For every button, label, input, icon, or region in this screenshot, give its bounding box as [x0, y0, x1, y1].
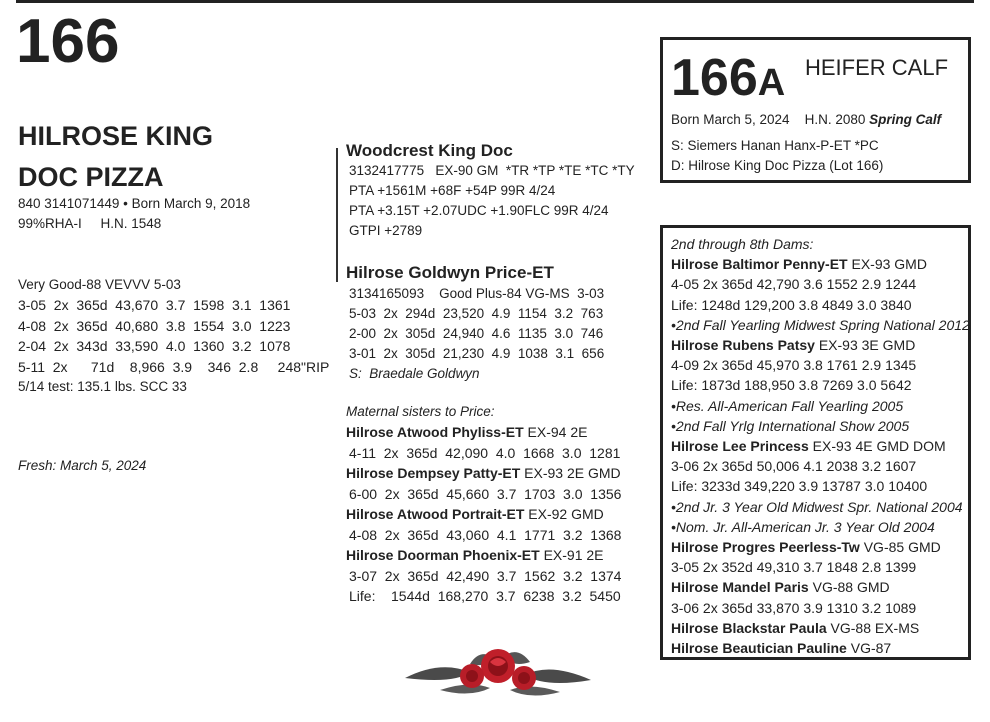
- offering-lot-number: 166: [671, 49, 758, 107]
- dams-list: [671, 234, 970, 658]
- sister-name-row: [346, 504, 621, 525]
- dam-sire: S: Braedale Goldwyn: [349, 366, 480, 381]
- sister-record: 3-07 2x 365d 42,490 3.7 1562 3.2 1374: [349, 567, 622, 584]
- dam-name-row: [671, 436, 970, 456]
- dam-award: •2nd Fall Yrlg International Show 2005: [671, 417, 910, 434]
- dam-name: Hilrose Mandel Paris: [671, 579, 809, 596]
- sister-class: EX-94 2E: [523, 424, 588, 440]
- offering-lot-suffix: A: [757, 62, 786, 104]
- sister-name: Hilrose Doorman Phoenix-ET: [346, 547, 540, 563]
- offering-born-text: Born March 5, 2024 H.N. 2080: [671, 112, 866, 127]
- dam-name-row: [671, 577, 970, 597]
- sire-details: [349, 161, 635, 241]
- record-row: 4-08 2x 365d 40,680 3.8 1554 3.0 1223: [18, 317, 291, 334]
- record-row: 5-11 2x 71d 8,966 3.9 346 2.8 248"RIP: [18, 358, 330, 375]
- dam-record: Life: 1873d 188,950 3.8 7269 3.0 5642: [671, 377, 912, 394]
- dam-line: 2-00 2x 305d 24,940 4.6 1135 3.0 746: [349, 326, 604, 341]
- classification: Very Good-88 VEVVV 5-03: [18, 277, 181, 292]
- sister-class: EX-92 GMD: [524, 506, 604, 522]
- offering-lot: [671, 51, 785, 110]
- sister-name-row: [346, 545, 621, 566]
- sister-name: Hilrose Atwood Phyliss-ET: [346, 424, 524, 440]
- sister-record: 4-11 2x 365d 42,090 4.0 1668 3.0 1281: [349, 444, 621, 461]
- animal-name-line1: HILROSE KING: [18, 121, 214, 151]
- offering-dam: D: Hilrose King Doc Pizza (Lot 166): [671, 158, 884, 173]
- offering-born: [671, 110, 941, 130]
- dam-name-row: [671, 254, 970, 274]
- offering-season: Spring Calf: [869, 112, 942, 127]
- sister-name-row: [346, 463, 621, 484]
- sisters-heading: Maternal sisters to Price:: [346, 404, 495, 419]
- roses-ornament: [400, 640, 596, 702]
- test-result: 5/14 test: 135.1 lbs. SCC 33: [18, 379, 187, 394]
- sire-name: Woodcrest King Doc: [346, 141, 513, 160]
- dam-name: Hilrose Beautician Pauline: [671, 640, 847, 657]
- sire-line: GTPI +2789: [349, 223, 423, 238]
- dam-class: VG-88 EX-MS: [826, 619, 920, 636]
- dam-name-row: [671, 618, 970, 638]
- dams-heading: 2nd through 8th Dams:: [671, 236, 814, 252]
- dam-class: VG-88 GMD: [808, 579, 890, 596]
- lot-number: 166: [16, 7, 120, 76]
- record-row: 2-04 2x 343d 33,590 4.0 1360 3.2 1078: [18, 338, 291, 354]
- sister-name: Hilrose Dempsey Patty-ET: [346, 465, 521, 481]
- sire-line: PTA +1561M +68F +54P 99R 4/24: [349, 183, 556, 198]
- dam-details: [349, 284, 604, 384]
- dam-class: EX-93 4E GMD DOM: [808, 438, 946, 455]
- offering-sire: S: Siemers Hanan Hanx-P-ET *PC: [671, 138, 879, 153]
- sister-record: 4-08 2x 365d 43,060 4.1 1771 3.2 1368: [349, 526, 622, 543]
- dam-class: VG-85 GMD: [859, 539, 941, 556]
- dam-record: 3-05 2x 352d 49,310 3.7 1848 2.8 1399: [671, 559, 917, 576]
- sire-line: 3132417775 EX-90 GM *TR *TP *TE *TC *TY: [349, 163, 635, 178]
- dam-record: 4-05 2x 365d 42,790 3.6 1552 2.9 1244: [671, 276, 917, 293]
- offering-box: [660, 37, 971, 183]
- record-row: 3-05 2x 365d 43,670 3.7 1598 3.1 1361: [18, 297, 291, 313]
- dam-award: •2nd Fall Yearling Midwest Spring National 2012: [671, 316, 970, 333]
- sister-record: Life: 1544d 168,270 3.7 6238 3.2 5450: [349, 588, 621, 604]
- dam-name: Hilrose Rubens Patsy: [671, 337, 815, 354]
- fresh-date: Fresh: March 5, 2024: [18, 458, 147, 473]
- dam-name-row: [671, 638, 970, 658]
- sister-name: Hilrose Atwood Portrait-ET: [346, 506, 525, 522]
- dam-name-row: [671, 335, 970, 355]
- dam-name: Hilrose Goldwyn Price-ET: [346, 263, 554, 282]
- top-rule: [16, 0, 974, 3]
- dam-award: •Nom. Jr. All-American Jr. 3 Year Old 2004: [671, 518, 935, 535]
- animal-name-line2: DOC PIZZA: [18, 162, 164, 192]
- sire-line: PTA +3.15T +2.07UDC +1.90FLC 99R 4/24: [349, 203, 609, 218]
- dam-name: Hilrose Blackstar Paula: [671, 619, 827, 636]
- dam-line: 5-03 2x 294d 23,520 4.9 1154 3.2 763: [349, 306, 604, 321]
- dam-class: EX-93 GMD: [847, 256, 927, 273]
- maternal-sisters: [346, 422, 621, 607]
- production-records: [18, 295, 329, 397]
- sister-class: EX-91 2E: [539, 547, 604, 563]
- sister-name-row: [346, 422, 621, 443]
- dam-class: VG-87: [846, 640, 892, 657]
- dam-award: •2nd Jr. 3 Year Old Midwest Spr. National 2004: [671, 498, 963, 515]
- dam-award: •Res. All-American Fall Yearling 2005: [671, 397, 904, 414]
- dam-record: Life: 3233d 349,220 3.9 13787 3.0 10400: [671, 478, 928, 495]
- pedigree-bracket-sire: [336, 148, 338, 272]
- dam-name: Hilrose Baltimor Penny-ET: [671, 256, 848, 273]
- pedigree-bracket-dam: [336, 262, 338, 282]
- registration-line: 840 3141071449 • Born March 9, 2018: [18, 196, 251, 211]
- dam-record: 3-06 2x 365d 33,870 3.9 1310 3.2 1089: [671, 599, 917, 616]
- dam-name: Hilrose Lee Princess: [671, 438, 809, 455]
- dam-line: 3-01 2x 305d 21,230 4.9 1038 3.1 656: [349, 346, 605, 361]
- offering-title: HEIFER CALF: [805, 55, 949, 80]
- dam-record: 3-06 2x 365d 50,006 4.1 2038 3.2 1607: [671, 458, 917, 475]
- sister-record: 6-00 2x 365d 45,660 3.7 1703 3.0 1356: [349, 485, 622, 502]
- dam-record: 4-09 2x 365d 45,970 3.8 1761 2.9 1345: [671, 357, 917, 374]
- dam-class: EX-93 3E GMD: [814, 337, 916, 354]
- dam-line: 3134165093 Good Plus-84 VG-MS 3-03: [349, 286, 605, 301]
- dams-box: [660, 225, 971, 660]
- rha-line: 99%RHA-I H.N. 1548: [18, 216, 162, 231]
- dam-name: Hilrose Progres Peerless-Tw: [671, 539, 860, 556]
- dam-name-row: [671, 537, 970, 557]
- sister-class: EX-93 2E GMD: [520, 465, 621, 481]
- dam-record: Life: 1248d 129,200 3.8 4849 3.0 3840: [671, 296, 912, 313]
